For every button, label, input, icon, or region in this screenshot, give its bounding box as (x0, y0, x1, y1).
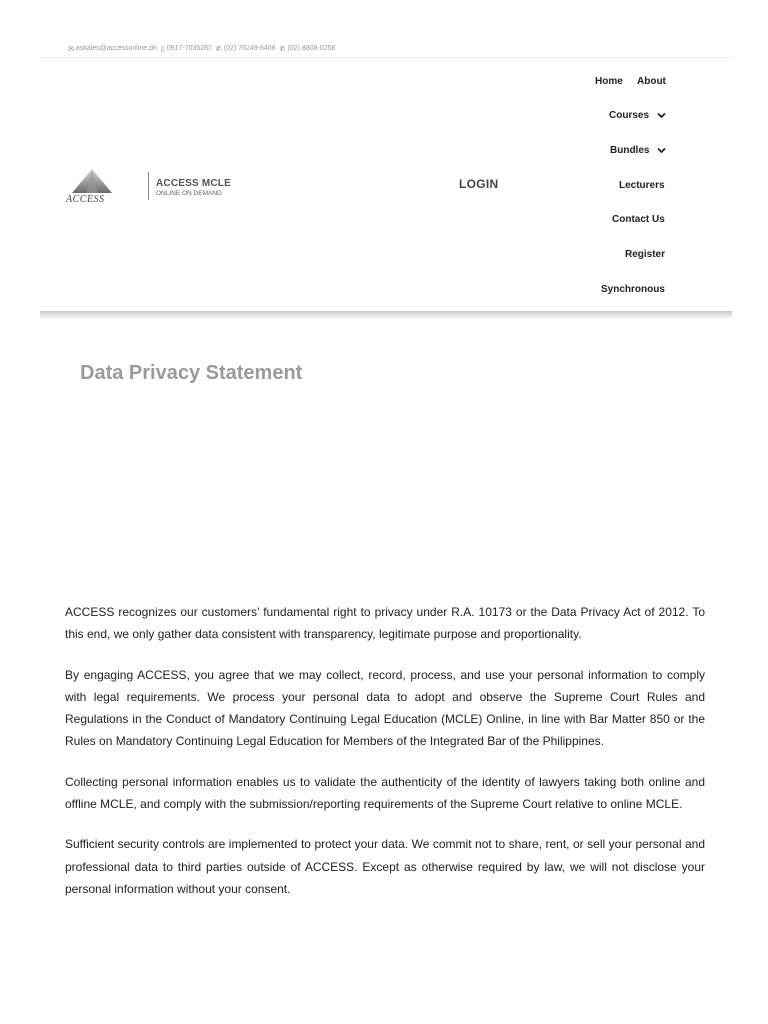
chevron-down-icon (657, 112, 666, 119)
nav-courses-label: Courses (609, 110, 650, 121)
contact-email-text: askales@accessonline.ph (75, 45, 157, 52)
brand-subtitle: ONLINE ON DEMAND (156, 190, 222, 197)
nav-about[interactable]: About (637, 76, 666, 87)
paragraph: Collecting personal information enables us to validate the authenticity of the identity of lawyers taking both online and offline MCLE, and comply with the submission/reporting requirements of the Supreme Court relative to online MCLE. (65, 774, 705, 812)
mobile-phone-icon: ▯ (160, 45, 165, 53)
nav-contact-us[interactable]: Contact Us (612, 214, 665, 225)
contact-mobile[interactable] (161, 45, 212, 53)
contact-phone-1-text: (02) 76249-6408 (223, 45, 276, 52)
nav-lecturers[interactable]: Lecturers (619, 180, 665, 191)
paragraph: By engaging ACCESS, you agree that we may collect, record, process, and use your personal information to comply with legal requirements. We process your personal data to adopt and observe the Supreme Court Rules and Regulations in the Conduct of Mandatory Continuing Legal Education (MCLE) Online, in line with Bar Matter 850 or the Rules on Mandatory Continuing Legal Education for Members of the Integrated Bar of the Philippines. (65, 667, 705, 749)
site-logo[interactable] (64, 167, 231, 207)
contact-phone-1[interactable] (216, 45, 276, 53)
nav-register[interactable]: Register (625, 249, 666, 260)
nav-bundles[interactable] (610, 145, 666, 156)
contact-email[interactable] (68, 45, 157, 53)
phone-icon: ✆ (215, 45, 222, 53)
chevron-down-icon (657, 147, 666, 154)
envelope-icon: ✉ (68, 45, 74, 53)
privacy-statement-body (65, 601, 705, 918)
contact-mobile-text: 0917-7035287 (166, 45, 212, 52)
contact-phone-2[interactable] (280, 45, 336, 53)
paragraph: Sufficient security controls are implemented to protect your data. We commit not to share, rent, or sell your personal and professional data to third parties outside of ACCESS. Except as otherwise required by law, we will not disclose your personal information without your consent. (65, 837, 705, 896)
header-shadow (40, 311, 732, 319)
phone-icon: ✆ (279, 45, 286, 53)
site-header (40, 59, 732, 312)
brand-title: ACCESS MCLE (156, 178, 231, 189)
logo-wordmark: ACCESS (66, 194, 105, 205)
contact-phone-2-text: (02) 8808-0258 (287, 45, 336, 52)
login-link[interactable]: LOGIN (459, 177, 499, 191)
logo-divider (148, 172, 149, 200)
paragraph: ACCESS recognizes our customers’ fundamental right to privacy under R.A. 10173 or the Data Privacy Act of 2012. To this end, we only gather data consistent with transparency, legitimate purpose and proportionality. (65, 605, 705, 642)
contact-bar (40, 40, 732, 58)
nav-home[interactable]: Home (595, 76, 623, 87)
nav-synchronous[interactable]: Synchronous (601, 284, 665, 295)
page-title: Data Privacy Statement (80, 362, 303, 384)
nav-courses[interactable] (609, 110, 666, 121)
nav-bundles-label: Bundles (610, 145, 650, 156)
